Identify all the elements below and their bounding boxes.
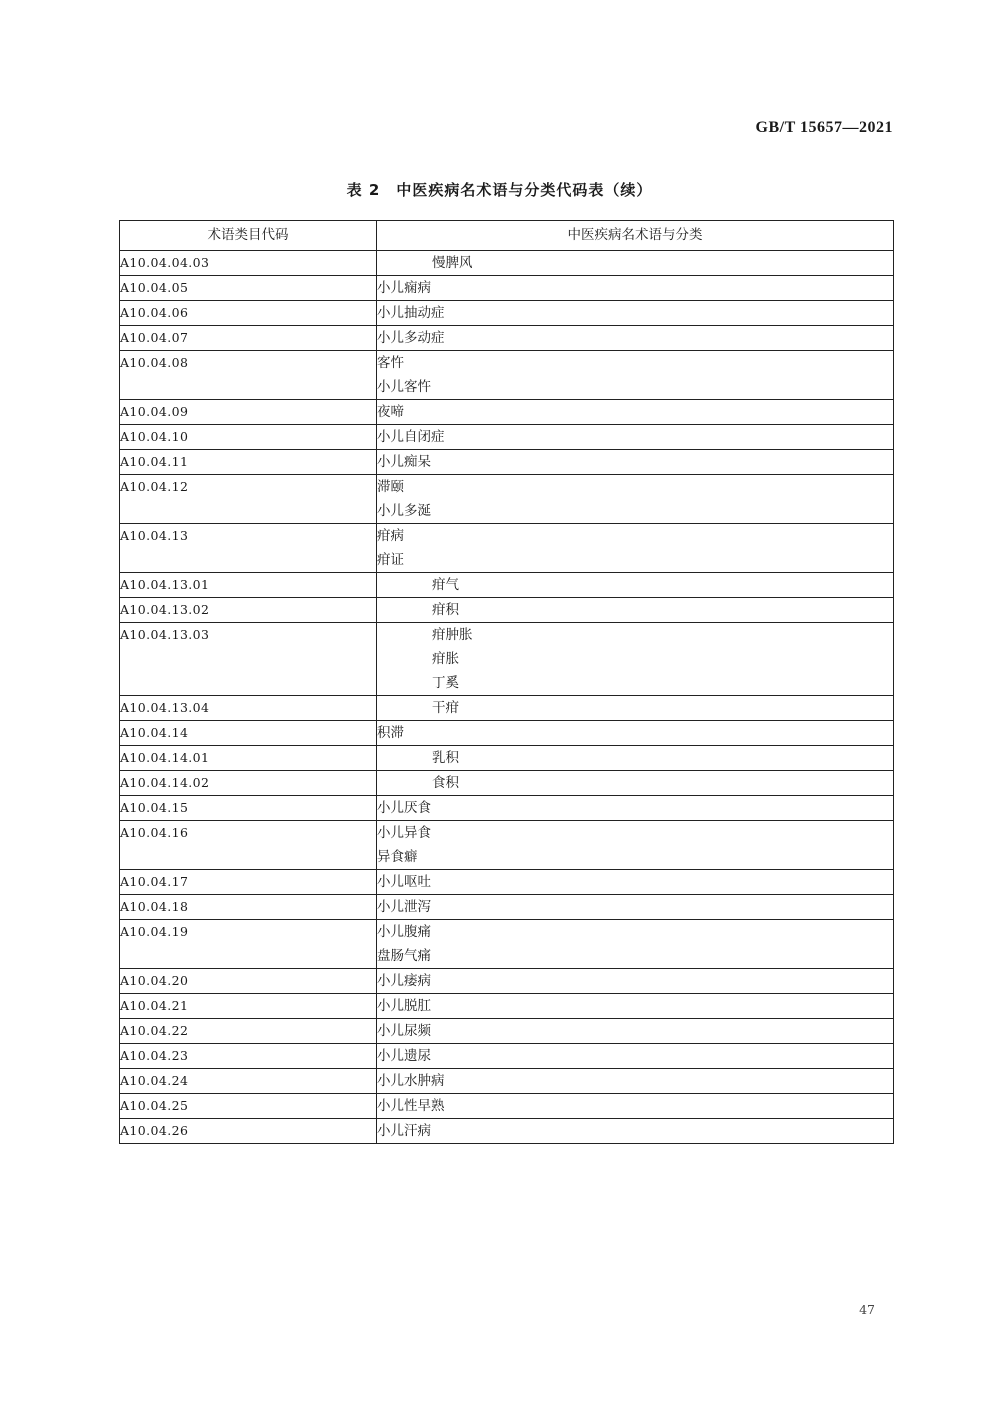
table-row [120, 326, 894, 351]
term-name: 小儿性早熟 [377, 1098, 445, 1114]
term-code-cell [120, 696, 377, 721]
term-code: A10.04.21 [120, 998, 189, 1013]
term-name: 小儿多动症 [377, 330, 445, 346]
term-name-cell [377, 1094, 894, 1119]
term-name: 客忤 [377, 355, 404, 371]
term-name: 小儿腹痛 [377, 924, 431, 940]
table-row [120, 969, 894, 994]
term-name: 干疳 [432, 700, 459, 716]
table-row [120, 994, 894, 1019]
term-name: 积滞 [377, 725, 404, 741]
term-name: 疳气 [432, 577, 459, 593]
classification-table [119, 220, 894, 1144]
term-name: 小儿客忤 [377, 379, 431, 395]
table-row [120, 524, 894, 573]
term-name-cell [377, 351, 894, 400]
term-name: 小儿痿病 [377, 973, 431, 989]
term-code: A10.04.11 [120, 454, 189, 469]
term-name: 疳病 [377, 528, 404, 544]
term-code: A10.04.26 [120, 1123, 189, 1138]
term-name-cell [377, 475, 894, 524]
term-name-cell [377, 1069, 894, 1094]
term-code-cell [120, 1069, 377, 1094]
table-row [120, 1094, 894, 1119]
term-name-cell [377, 994, 894, 1019]
term-name-cell [377, 870, 894, 895]
term-code: A10.04.07 [120, 330, 189, 345]
term-code: A10.04.22 [120, 1023, 189, 1038]
term-code-cell [120, 771, 377, 796]
term-name: 小儿自闭症 [377, 429, 445, 445]
term-name-cell [377, 598, 894, 623]
term-code: A10.04.19 [120, 924, 189, 939]
table-row [120, 1044, 894, 1069]
term-code: A10.04.08 [120, 355, 189, 370]
term-code-cell [120, 598, 377, 623]
term-code: A10.04.15 [120, 800, 189, 815]
term-code-cell [120, 450, 377, 475]
term-name: 小儿多涎 [377, 503, 431, 519]
term-name-cell [377, 969, 894, 994]
term-code: A10.04.14 [120, 725, 189, 740]
table-row [120, 870, 894, 895]
term-name: 夜啼 [377, 404, 404, 420]
table-row [120, 821, 894, 870]
table-row [120, 1119, 894, 1144]
table-row [120, 450, 894, 475]
term-code-cell [120, 721, 377, 746]
term-code: A10.04.13 [120, 528, 189, 543]
term-code: A10.04.25 [120, 1098, 189, 1113]
term-code-cell [120, 994, 377, 1019]
term-name-cell [377, 796, 894, 821]
term-name-cell [377, 895, 894, 920]
term-name: 疳胀 [432, 651, 459, 667]
term-name: 小儿水肿病 [377, 1073, 445, 1089]
table-row [120, 696, 894, 721]
table-row [120, 1069, 894, 1094]
term-name-cell [377, 400, 894, 425]
term-name: 小儿泄泻 [377, 899, 431, 915]
term-code: A10.04.18 [120, 899, 189, 914]
term-name: 小儿痴呆 [377, 454, 431, 470]
term-name-cell [377, 623, 894, 696]
term-name: 小儿异食 [377, 825, 431, 841]
term-name: 小儿抽动症 [377, 305, 445, 321]
term-name-cell [377, 1044, 894, 1069]
term-code: A10.04.14.02 [120, 775, 210, 790]
term-code: A10.04.20 [120, 973, 189, 988]
term-name: 食积 [432, 775, 459, 791]
term-code-cell [120, 870, 377, 895]
term-code: A10.04.13.03 [120, 627, 210, 642]
term-name-cell [377, 524, 894, 573]
term-code: A10.04.12 [120, 479, 189, 494]
table-row [120, 598, 894, 623]
table-body [120, 251, 894, 1144]
term-code: A10.04.10 [120, 429, 189, 444]
term-name-cell [377, 326, 894, 351]
term-name-cell [377, 301, 894, 326]
term-code-cell [120, 425, 377, 450]
term-name: 小儿汗病 [377, 1123, 431, 1139]
term-name: 小儿尿频 [377, 1023, 431, 1039]
term-name: 乳积 [432, 750, 459, 766]
term-code-cell [120, 920, 377, 969]
term-code-cell [120, 400, 377, 425]
term-code-cell [120, 895, 377, 920]
term-code: A10.04.04.03 [120, 255, 210, 270]
table-title: 表 2 中医疾病名术语与分类代码表（续） [346, 181, 653, 199]
term-code-cell [120, 351, 377, 400]
term-name: 小儿遗尿 [377, 1048, 431, 1064]
term-name-cell [377, 920, 894, 969]
term-code-cell [120, 475, 377, 524]
term-name: 异食癖 [377, 849, 418, 865]
term-code-cell [120, 969, 377, 994]
term-name: 慢脾风 [432, 255, 473, 271]
table-row [120, 771, 894, 796]
term-name-cell [377, 721, 894, 746]
term-code-cell [120, 746, 377, 771]
term-name-cell [377, 1019, 894, 1044]
term-name-cell [377, 450, 894, 475]
term-name: 小儿厌食 [377, 800, 431, 816]
term-name: 滞颐 [377, 479, 404, 495]
term-code: A10.04.24 [120, 1073, 189, 1088]
term-name: 小儿脱肛 [377, 998, 431, 1014]
term-code: A10.04.06 [120, 305, 189, 320]
table-row [120, 400, 894, 425]
term-code-cell [120, 301, 377, 326]
term-code: A10.04.16 [120, 825, 189, 840]
column-header-term: 中医疾病名术语与分类 [377, 221, 894, 251]
table-row [120, 796, 894, 821]
standard-code: GB/T 15657—2021 [755, 119, 893, 136]
term-name-cell [377, 746, 894, 771]
term-code-cell [120, 276, 377, 301]
table-row [120, 573, 894, 598]
term-name-cell [377, 821, 894, 870]
table-header-row [120, 221, 894, 251]
term-code: A10.04.09 [120, 404, 189, 419]
page-number: 47 [859, 1302, 875, 1317]
table-row [120, 746, 894, 771]
term-name-cell [377, 771, 894, 796]
table-row [120, 276, 894, 301]
table-row [120, 721, 894, 746]
term-name: 丁奚 [432, 675, 459, 691]
term-code-cell [120, 326, 377, 351]
term-name-cell [377, 573, 894, 598]
term-name: 小儿痫病 [377, 280, 431, 296]
table-row [120, 351, 894, 400]
term-code-cell [120, 1094, 377, 1119]
term-name: 盘肠气痛 [377, 948, 431, 964]
term-name-cell [377, 425, 894, 450]
table-row [120, 623, 894, 696]
column-header-code: 术语类目代码 [120, 221, 377, 251]
term-code: A10.04.23 [120, 1048, 189, 1063]
term-name-cell [377, 276, 894, 301]
term-code-cell [120, 623, 377, 696]
term-code: A10.04.13.02 [120, 602, 210, 617]
term-code-cell [120, 821, 377, 870]
table-row [120, 895, 894, 920]
table-row [120, 425, 894, 450]
table-row [120, 301, 894, 326]
table-row [120, 475, 894, 524]
table-row [120, 920, 894, 969]
term-code: A10.04.14.01 [120, 750, 210, 765]
term-code-cell [120, 524, 377, 573]
term-code: A10.04.05 [120, 280, 189, 295]
term-code: A10.04.17 [120, 874, 189, 889]
term-name: 疳积 [432, 602, 459, 618]
term-code: A10.04.13.04 [120, 700, 210, 715]
term-code-cell [120, 1119, 377, 1144]
term-code-cell [120, 796, 377, 821]
term-name: 疳证 [377, 552, 404, 568]
term-name: 疳肿胀 [432, 627, 473, 643]
term-code-cell [120, 1019, 377, 1044]
term-name: 小儿呕吐 [377, 874, 431, 890]
term-name-cell [377, 251, 894, 276]
term-code-cell [120, 573, 377, 598]
term-code: A10.04.13.01 [120, 577, 210, 592]
term-code-cell [120, 251, 377, 276]
term-name-cell [377, 696, 894, 721]
term-code-cell [120, 1044, 377, 1069]
term-name-cell [377, 1119, 894, 1144]
table-row [120, 251, 894, 276]
table-row [120, 1019, 894, 1044]
